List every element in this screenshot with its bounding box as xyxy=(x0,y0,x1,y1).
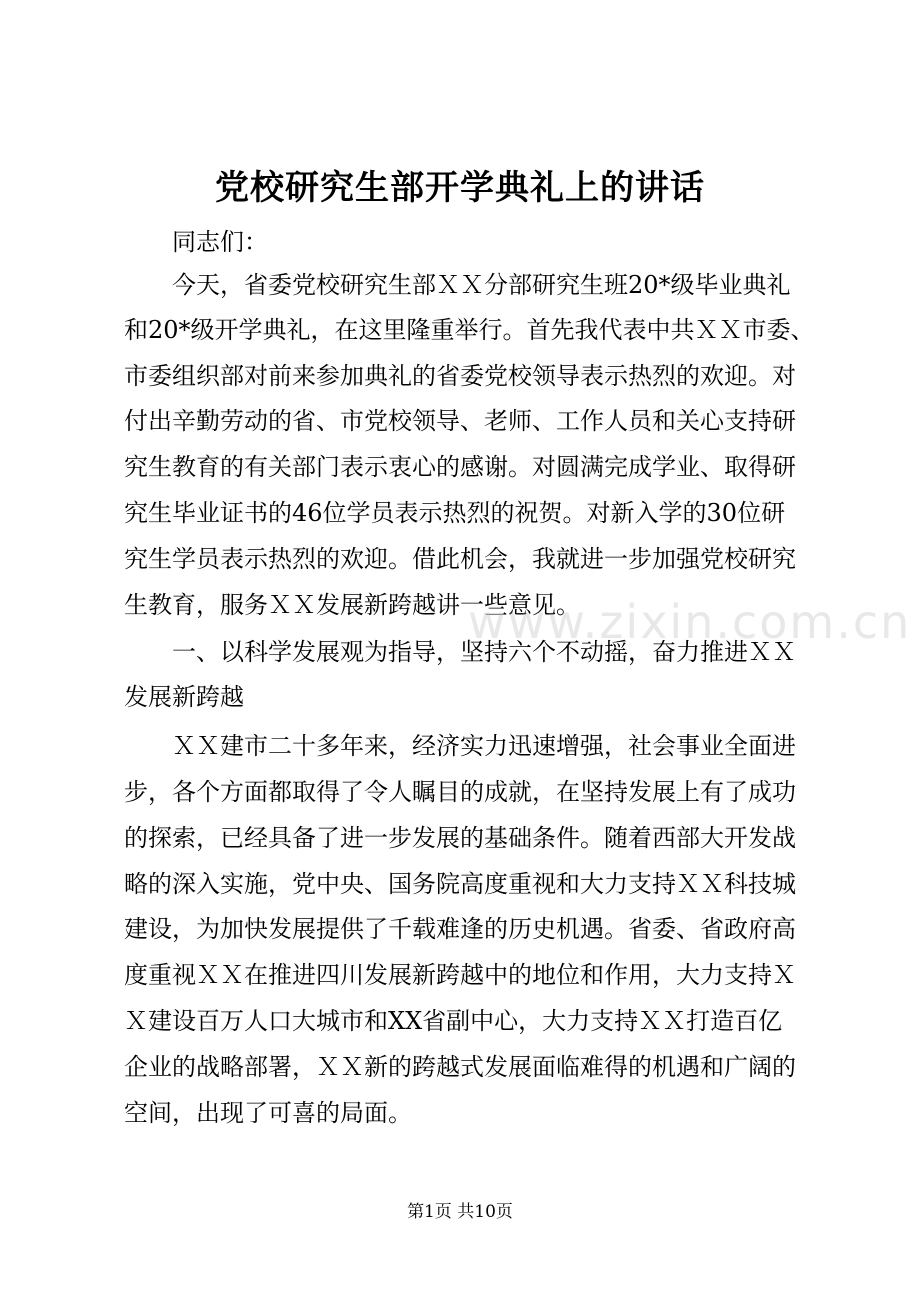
paragraph-line: 度重视ＸＸ在推进四川发展新跨越中的地位和作用，大力支持Ｘ xyxy=(124,961,796,989)
paragraph-line: 和20*级开学典礼，在这里隆重举行。首先我代表中共ＸＸ市委、 xyxy=(124,316,815,344)
page-footer: 第1页 共10页 xyxy=(407,1202,513,1222)
paragraph-line: Ｘ建设百万人口大城市和XX省副中心，大力支持ＸＸ打造百亿 xyxy=(124,1007,783,1035)
paragraph-line: 略的深入实施，党中央、国务院高度重视和大力支持ＸＸ科技城 xyxy=(124,870,796,898)
paragraph-line: 今天，省委党校研究生部ＸＸ分部研究生班20*级毕业典礼 xyxy=(172,271,791,299)
paragraph-line: 建设，为加快发展提供了千载难逢的历史机遇。省委、省政府高 xyxy=(124,915,796,943)
paragraph-line: 生教育，服务ＸＸ发展新跨越讲一些意见。 xyxy=(124,591,580,619)
paragraph-line: 市委组织部对前来参加典礼的省委党校领导表示热烈的欢迎。对 xyxy=(124,362,796,390)
salutation: 同志们： xyxy=(172,228,268,256)
section-heading-continued: 发展新跨越 xyxy=(124,683,244,711)
paragraph-line: 企业的战略部署，ＸＸ新的跨越式发展面临难得的机遇和广阔的 xyxy=(124,1053,796,1081)
paragraph-line: 步，各个方面都取得了令人瞩目的成就，在坚持发展上有了成功 xyxy=(124,778,796,806)
paragraph-line: 空间，出现了可喜的局面。 xyxy=(124,1099,412,1127)
paragraph-line: 的探索，已经具备了进一步发展的基础条件。随着西部大开发战 xyxy=(124,824,796,852)
paragraph-line: 究生教育的有关部门表示衷心的感谢。对圆满完成学业、取得研 xyxy=(124,453,796,481)
watermark: www.zixin.com.cn xyxy=(468,595,912,649)
paragraph-line: 究生学员表示热烈的欢迎。借此机会，我就进一步加强党校研究 xyxy=(124,545,796,573)
paragraph-line: 付出辛勤劳动的省、市党校领导、老师、工作人员和关心支持研 xyxy=(124,407,796,435)
paragraph-line: ＸＸ建市二十多年来，经济实力迅速增强，社会事业全面进 xyxy=(172,732,796,760)
paragraph-line: 究生毕业证书的46位学员表示热烈的祝贺。对新入学的30位研 xyxy=(124,499,786,527)
section-heading: 一、以科学发展观为指导，坚持六个不动摇，奋力推进ＸＸ xyxy=(172,638,796,666)
document-title: 党校研究生部开学典礼上的讲话 xyxy=(215,168,705,208)
